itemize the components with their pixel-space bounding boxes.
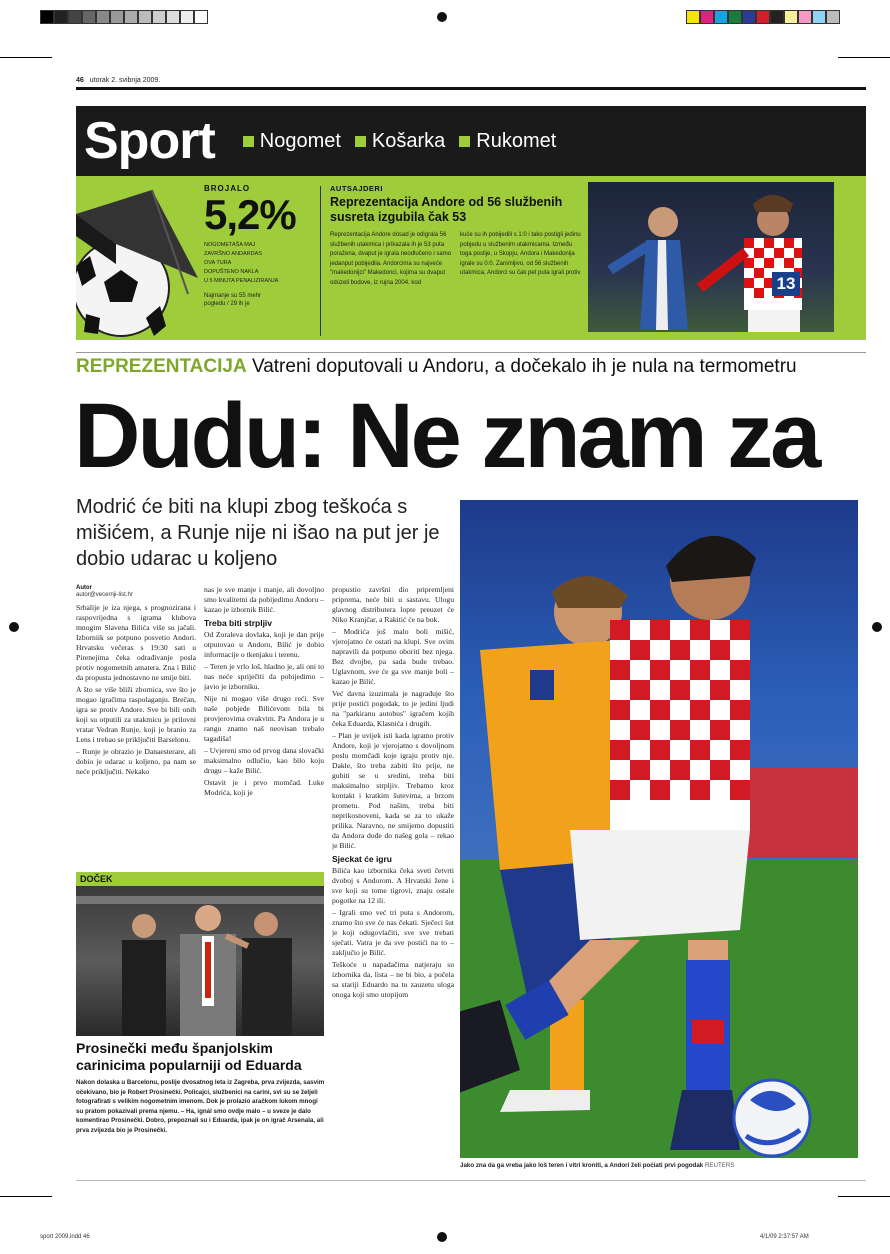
headline: Dudu: Ne znam za [74,385,819,487]
nav-item-kosarka[interactable]: Košarka [355,130,445,153]
docek-text: Nakon dolaska u Barcelonu, poslije dvosatnog leta iz Zagreba, prva zvijezda, sasvim očekivano, bio je Robert Prosinečki. Policajci, službenici na carini, svi su se željeli fotografirati s velikim nogometnim imenom. Dok je prolazio aračkom lukom mnogi su pratom pokazivali prema njemu. – Ha, ignál smo ovdje malo – u sveze je dalo komentirao Prosinečki. Dobro, prepoznali su i Eduarda, ipak je on igrač Arsenala, ali prva zvijezda bio je Prosinečki. [76,1079,325,1134]
kicker-text: Vatreni doputovali u Andoru, a dočekalo ih je nula na termometru [251,356,797,377]
crop-mark [0,57,52,58]
football-graduation-cap-icon [76,186,200,338]
docek-title: Prosinečki među španjolskim carinicima popularniji od Eduarda [76,1040,302,1073]
stat-label: BROJALO [204,184,251,193]
bullet-square-icon [459,136,470,147]
page-number: 46 [76,77,84,84]
section-title: Sport [84,112,215,170]
page-meta [76,77,160,84]
nav-item-nogomet[interactable]: Nogomet [243,130,341,153]
body-column-2: nas je sve manje i manje, ali dovoljno smo kvalitetni da pobijedimo Andoru – kazao je izbornik Bilić. Treba biti strpljiv Od Zoraleva dovlaka, koji je dan prije otputovao u Andoru, Bilić je dobio informacije o tkenjaku i terenu. – Teren je vrlo loš, hladno je, ali oni to nas neće spriječiti da pobijedimo – javio je izborniku. Nije ni mogao više drugo reći. Sve naše pobjede Bilićevom bila bi provjerovima ovakvim. Pa Andora je u rangu znamo naš neovisan trebalo tagadiša! – Uvjereni smo od prvog dana slovački maksimalno odlučio, kao bilo koju drugu – kaže Bilić. Ostavit je i prvo momčad. Luke Modrića, koji je [204,585,324,797]
autsajderi-col1: Reprezentacija Andore dosad je odigrala 56 službenih utakmica i prikazala ih je 53 puta poražena, dvaput je igrala neodlučeno i samo jedanput pobijedila. Andorcima su najveće "makedonijci" Makedonci, kojima su dvaput odu̇zeli bodove, iz rujna 2004. kod [330,232,452,286]
players-illustration [588,182,834,332]
kicker-label: REPREZENTACIJA [76,356,247,377]
nav-item-rukomet[interactable]: Rukomet [459,130,556,153]
body-column-3: propustio završni dio pripremljeni priprema, neće biti u sastavu. Ulogu glavnog distributera lopte preuzet će Niko Kranjčar, a Rakitić će na bok. – Modrića još malo boli mišić, vjerojatno će ostati na klupi. Sve ovim napravili da potpuno oboriti bez njega. Bez dvojbe, pa sada bude trebao. Uglavnom, sve će ga sve manje boli – kazao je Bilić. Već davna izuzimala je nagrađuje što prije postići pogodak, to je jedini ljudi na "parkiranu autobus" igračem kojih čeka Eduarda, Klasnića i drugih. – Plan je uvijek isti kada igramo protiv Andore, koji je vjerojatno s dovoljnom poslu momčadi koje igraju protiv nje. Dakle, što treba zabiti što prije, ne gubiti se u sredini, treba biti maksimalno strpljiv. Trebamo kroz kontakt i kratkim šutevima, a brzom prometu. Pod našim, treba biti neprikosnoveni, kada se za to ukaže prilika. Naravno, ne smijemo dopustiti da Andora dođe do našeg gola – rekao je Bilić. Sjeckat će igru Bilića kao izbornika čeka sveti četvrti dvoboj s Andorom. A Hrvatski žene i sve koji su tome tigrovi, znaju ostale pogotke na 12 ili. – Igrali smo već tri puta s Andorom, znamo što sve će nas čekati. Sječeci šut je koji odugovlačiti, sve sve trebati sječati. Vatra je da sve postići na to – zaključio je Bilić. Teškoće u napadačima natjeraju su izbornika da, lista – ne bi bio, a počela sa stariji Eduardo na tu zauzetu uloga onoga koji smo utopijom [332,585,454,999]
match-illustration [460,500,858,1158]
stat-note: Najmanje su 55 mehr pogledu / 29 ih je [204,293,262,307]
stat-box [204,184,314,308]
main-photo [460,500,858,1158]
photo-credit: REUTERS [704,1162,735,1169]
crop-mark [838,57,890,58]
docek-kicker: DOČEK [76,872,324,886]
section-nav [243,130,557,153]
people-illustration [76,886,324,1036]
byline [76,585,133,599]
section-header [76,106,866,176]
deck: Modrić će biti na klupi zbog teškoća s mišićem, a Runje nije ni išao na put jer je dobio udarac u koljeno [76,496,440,570]
grayscale-bar [40,10,208,24]
caption-text: Jako zna da ga vreba jako loš teren i vitri kroniti, a Andori želi poćiati prvi pogodak [460,1162,704,1169]
kicker-rule [76,352,866,353]
teaser-photo [588,182,834,332]
photo-caption [460,1162,858,1169]
registration-mark [437,12,447,22]
subhead: Sjeckat će igru [332,854,393,864]
color-bar [686,10,840,24]
paper-date: utorak 2. svibnja 2009. [89,77,161,84]
byline-author: Autor [76,585,92,591]
kicker-line [76,356,797,378]
autsajderi-story [330,184,582,288]
stat-value: 5,2% [204,191,296,238]
stat-lines: NOGOMETAŠA MAJ ZAVRŠNO ANDARDAS OVA TURA DOPUŠTENO NAKLA U 5 MINUTA PENALIZIRANJA [204,242,279,284]
byline-email: autor@vecernji-list.hr [76,592,133,598]
crop-mark [838,1196,890,1197]
crop-mark [0,1196,52,1197]
jersey-number: 13 [776,274,796,293]
header-rule [76,87,866,90]
bullet-square-icon [355,136,366,147]
autsajderi-col2: kuće su ih pobijedili s 1:0 i tako postigli jedinu pobjedu u službenim utakmicama. Između toga poslije, u Skopju, Andora i Makedonija igrale su 0:0. Zanimljivo, od 56 službenih utakmica, Andorci su čak pet puta igrali protiv [460,232,581,276]
registration-mark [437,1232,447,1242]
bullet-square-icon [243,136,254,147]
registration-mark [9,622,19,632]
footer-rule [76,1180,866,1181]
docek-photo [76,886,324,1036]
autsajderi-title: Reprezentacija Andore od 56 službenih susreta izgubila čak 53 [330,195,563,224]
footer-left: sport 2009.indd 46 [40,1234,90,1240]
subhead: Treba biti strpljiv [204,618,273,628]
autsajderi-kicker: AUTSAJDERI [330,184,383,193]
registration-mark [872,622,882,632]
footer-right: 4/1/09 2:37:57 AM [760,1234,809,1240]
column-rule [320,186,321,336]
body-column-1: Srbalije je iza njega, s prognozirana i raspovrijedna s igrama klubova mnogim Slavena Bilića više su jačali. Izborniik se potpuno posvetio Andori. Hrvatsku večeras s 19:30 sati u Pirenejima čeka odrađivanje posla protiv nogometnih amatera. Zna i Bilić da propusta jednostavno ne smije biti. A što se više bliži zbornica, sve što je mogao igračima raspolaganju. Brečan, igra se protiv Andore. Sve bi bili onih koji su otputili za utakmicu je prilovni vratar Vedran Runje, koji je branio za Lens i trebao se priključiti Barselonu. – Runje je obrazio je Danaesterare, ali dobio je udarac u koljeno, pa nam se neće priključiti. Nekako [76,603,196,776]
